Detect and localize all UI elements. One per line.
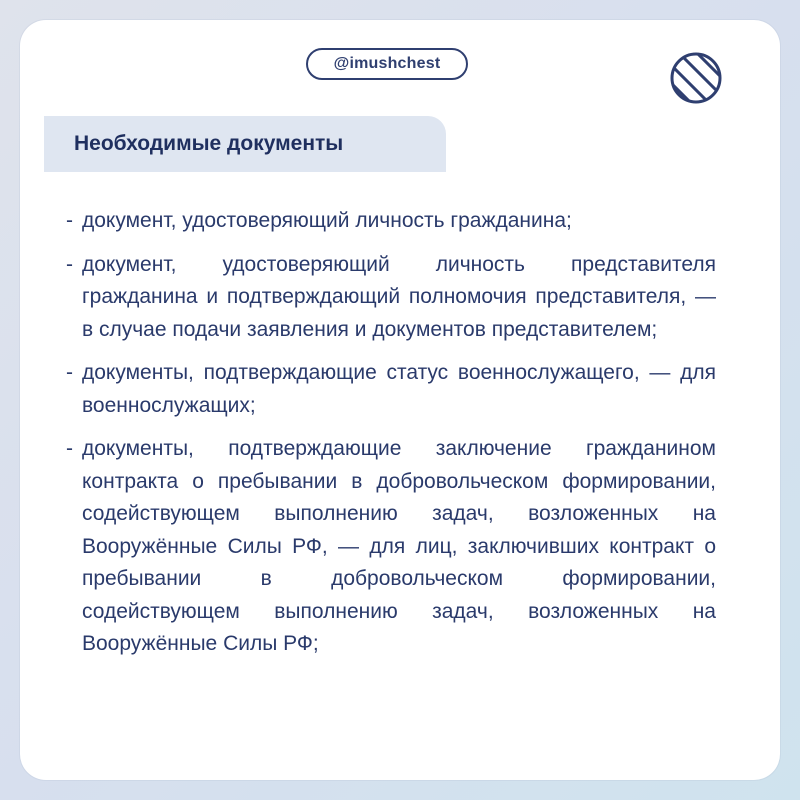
list-item [66,249,716,347]
list-item [66,433,716,661]
list-item-text: документ, удостоверяющий личность гражданина; [82,209,572,232]
list-item-text: документы, подтверждающие статус военнослужащего, — для военнослужащих; [82,361,716,417]
list-item [66,205,716,238]
list-dash: - [66,209,73,232]
account-handle-badge[interactable] [306,48,468,80]
section-title: Необходимые документы [74,132,344,155]
list-item-text: документ, удостоверяющий личность представителя гражданина и подтверждающий полномочия представителя, — в случае подачи заявления и документов представителем; [82,252,716,341]
list-item-text: документы, подтверждающие заключение гражданином контракта о пребывании в добровольческом формировании, содействующем выполнению задач, возложенных на Вооружённые Силы РФ, — для лиц, заключивших контракт о пребывании в добровольческом формировании, содействующем выполнению задач, возложенных на Вооружённые Силы РФ; [82,437,716,655]
list-dash: - [66,361,73,384]
account-handle-text: @imushchest [333,55,441,72]
list-dash: - [66,252,73,276]
list-dash: - [66,437,73,460]
diagonal-striped-circle-icon [668,50,724,106]
list-item [66,357,716,422]
documents-list [66,205,716,672]
